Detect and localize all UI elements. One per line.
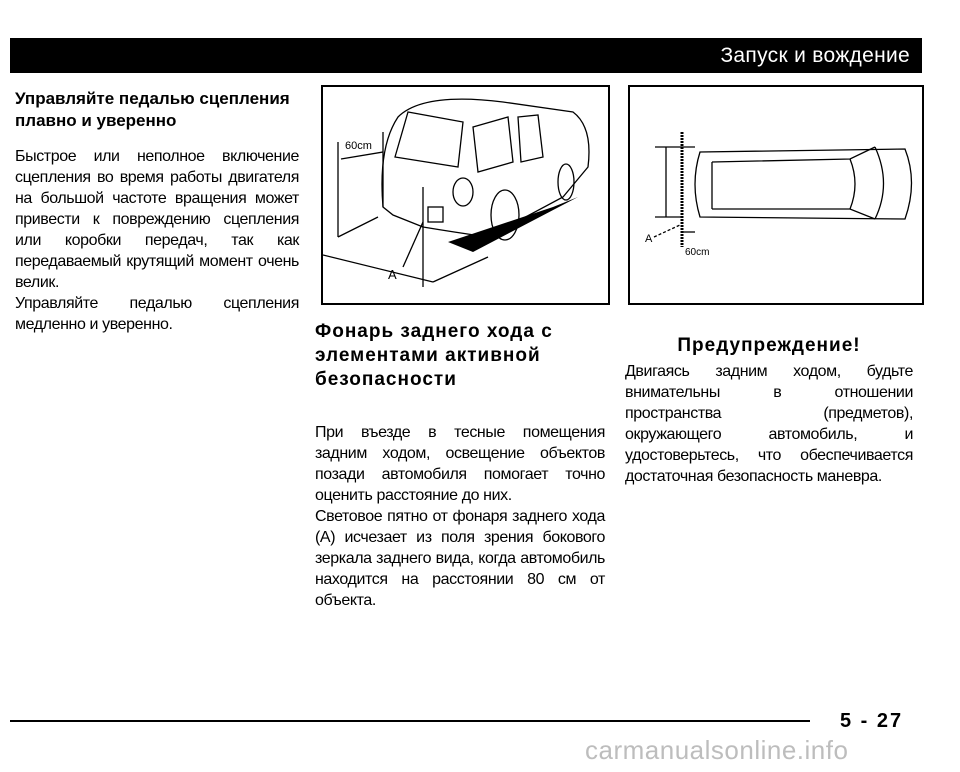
section-title: Запуск и вождение (720, 44, 910, 67)
middle-column (315, 320, 605, 611)
clutch-paragraph-1: Быстрое или неполное включение сцепления во время работы двигателя на большой частоте вращения может привести к повреждению сцепления или коробки передач, так как передаваемый крутящий момент очень велик. (15, 148, 299, 291)
warning-paragraph: Двигаясь задним ходом, будьте внимательны в отношении пространства (предметов), окружающего автомобиль, и удостоверьтесь, что обеспечивается достаточная безопасность маневра. (625, 363, 913, 485)
clutch-paragraph-2: Управляйте педалью сцепления медленно и уверенно. (15, 295, 299, 333)
car-top-illustration (630, 87, 922, 303)
reversing-light-paragraph-2: Световое пятно от фонаря заднего хода (A) исчезает из поля зрения бокового зеркала заднего вида, когда автомобиль находится на расстоянии 80 см от объекта. (315, 508, 605, 609)
reversing-light-heading: Фонарь заднего хода с элементами активной безопасности (315, 321, 553, 390)
clutch-heading: Управляйте педалью сцепления плавно и уверенно (15, 89, 290, 130)
car-rear-illustration (323, 87, 608, 303)
fig1-marker-label: A (388, 267, 397, 282)
fig2-marker-label: A (645, 233, 653, 245)
section-header-bar (10, 38, 922, 73)
watermark: carmanualsonline.info (585, 735, 849, 765)
figure-reversing-light-topview (628, 85, 924, 305)
footer-rule (10, 720, 810, 722)
left-column (15, 88, 299, 335)
warning-heading: Предупреждение! (677, 335, 861, 356)
page-number: 5 - 27 (840, 710, 904, 732)
fig1-dimension-label: 60cm (345, 140, 372, 152)
reversing-light-paragraph-1: При въезде в тесные помещения задним ходом, освещение объектов позади автомобиля помогает точно оценить расстояние до них. (315, 424, 605, 504)
right-column (625, 334, 913, 487)
fig2-dimension-label: 60cm (685, 247, 710, 258)
figure-reversing-light-perspective (321, 85, 610, 305)
